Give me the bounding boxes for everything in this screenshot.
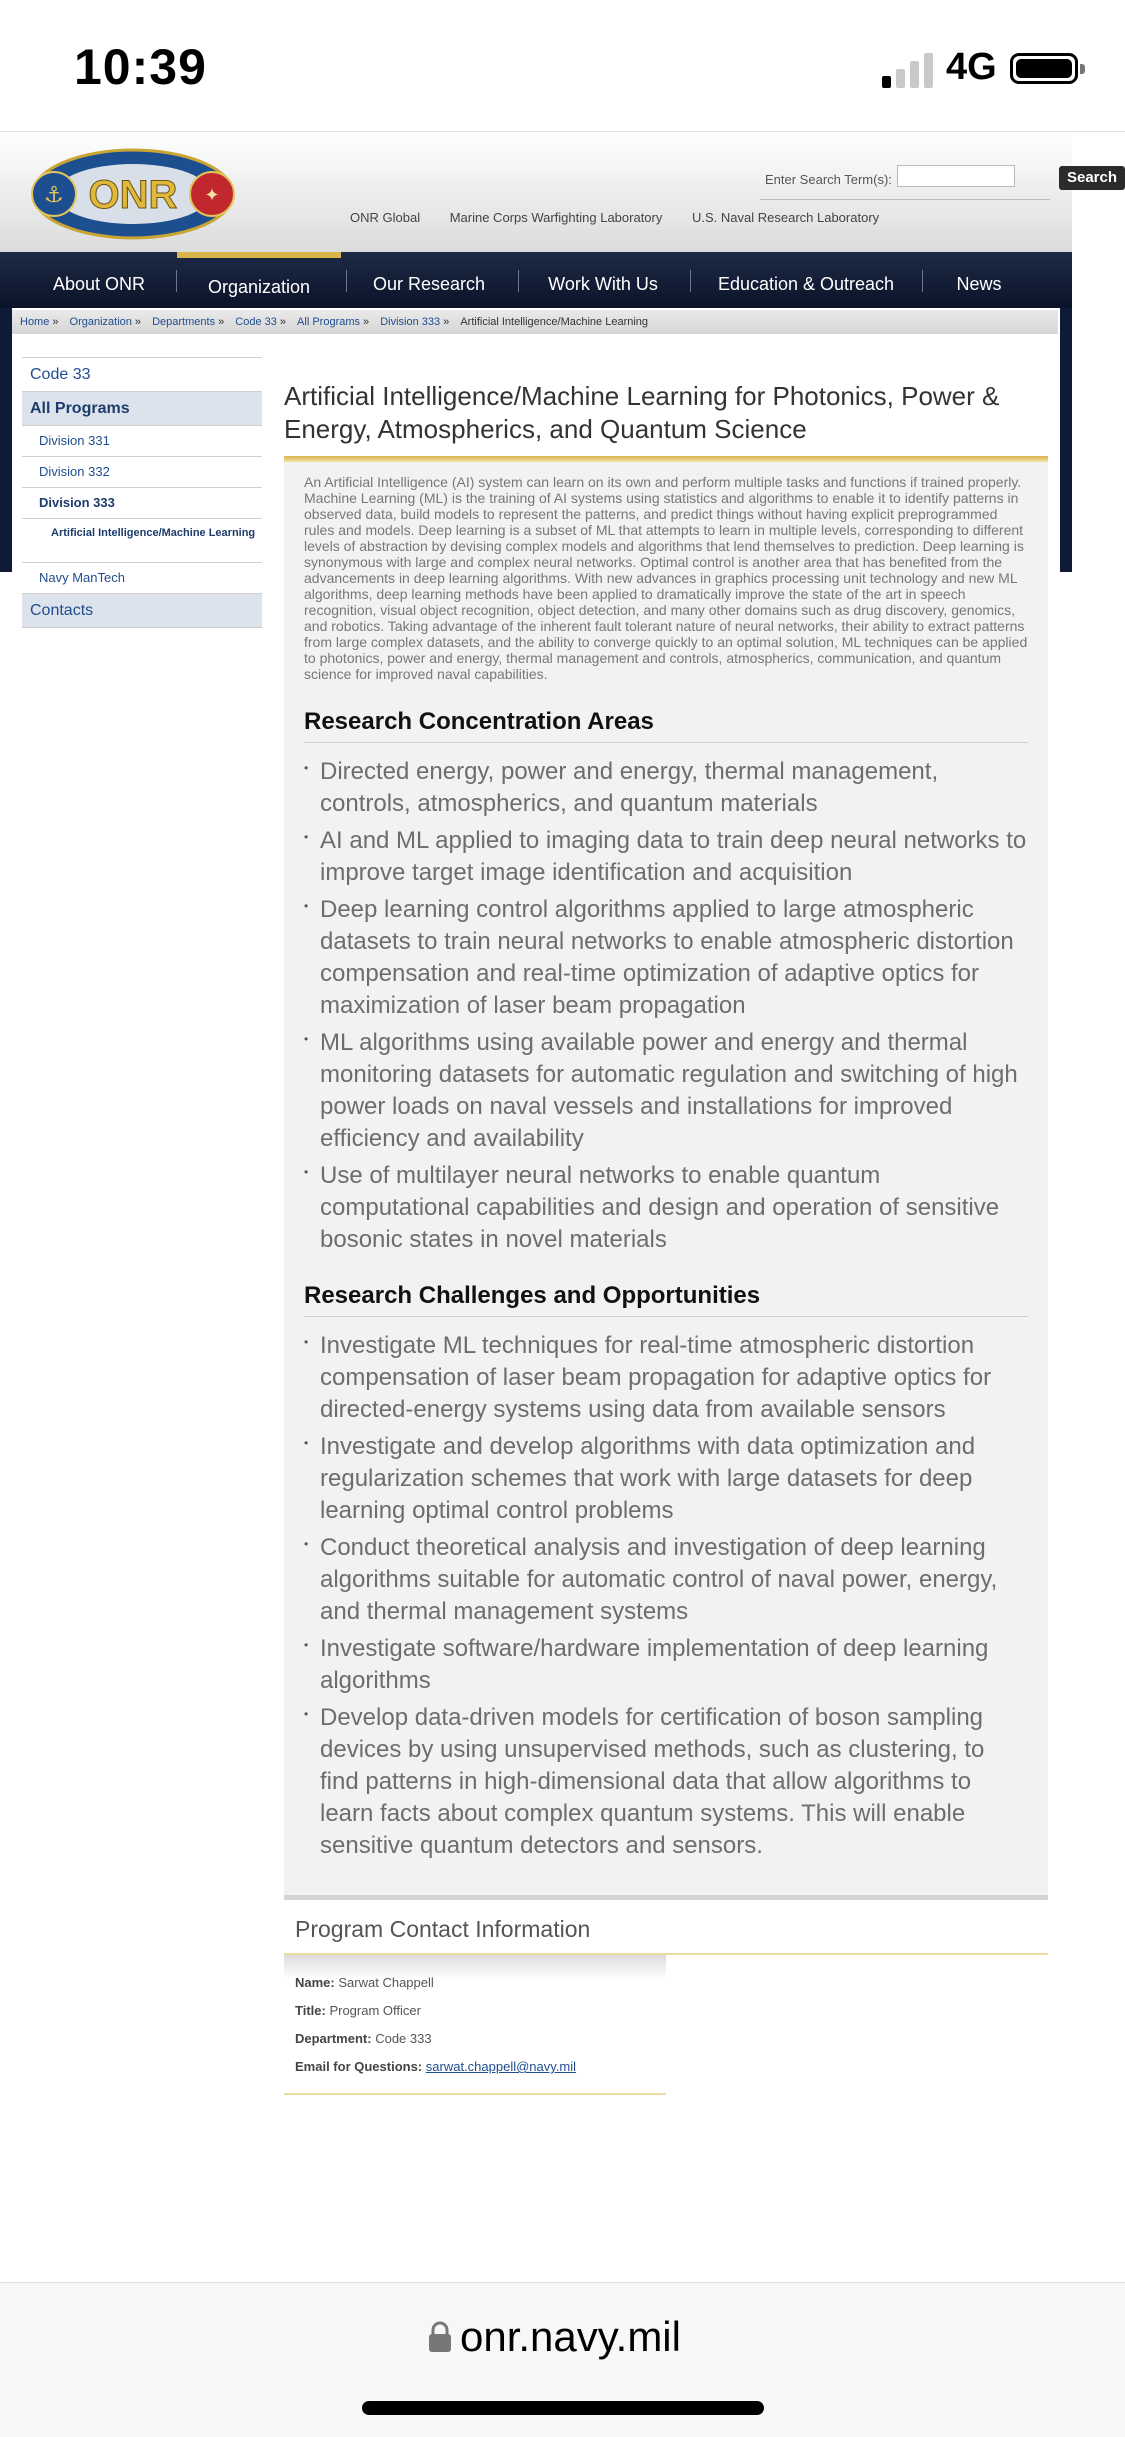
sidebar-item-navy-mantech[interactable]: Navy ManTech: [22, 562, 262, 593]
svg-text:ONR: ONR: [88, 173, 178, 217]
breadcrumb-organization[interactable]: Organization: [69, 316, 132, 328]
page-backdrop-right: [1060, 308, 1072, 572]
lock-icon: [428, 2321, 452, 2353]
sidebar: [22, 357, 262, 628]
list-item: • Deep learning control algorithms applied to large atmospheric datasets to train neural networks to enable atmospheric distortion compensation and real-time optimization of adaptive optics for maximization of laser beam propagation: [304, 894, 1028, 1022]
contact-section: [284, 1906, 1048, 2095]
sidebar-item-division-333[interactable]: Division 333: [22, 487, 262, 518]
breadcrumb-division-333[interactable]: Division 333: [380, 316, 441, 328]
nav-about-onr[interactable]: About ONR: [52, 274, 146, 294]
main-content: [284, 380, 1048, 2095]
battery-icon: [1010, 53, 1078, 84]
search-input[interactable]: [897, 165, 1015, 187]
nav-education-outreach[interactable]: Education & Outreach: [717, 274, 895, 294]
top-link-nrl[interactable]: U.S. Naval Research Laboratory: [692, 210, 880, 225]
site-header: [0, 132, 1118, 252]
main-nav: [0, 252, 1072, 308]
search-button[interactable]: Search: [1059, 166, 1125, 190]
network-type: 4G: [946, 46, 997, 88]
email-link[interactable]: sarwat.chappell@navy.mil: [425, 2059, 577, 2074]
sidebar-item-division-331[interactable]: Division 331: [22, 425, 262, 456]
list-item: • Use of multilayer neural networks to enable quantum computational capabilities and design and operation of sensitive bosonic states in novel materials: [304, 1160, 1028, 1256]
svg-text:✦: ✦: [204, 185, 220, 206]
browser-address-bar[interactable]: [0, 2282, 1125, 2437]
challenges-list: [304, 1330, 1028, 1862]
list-item: • Conduct theoretical analysis and investigation of deep learning algorithms suitable for automatic control of naval power, energy, and thermal management systems: [304, 1532, 1028, 1628]
intro-text: An Artificial Intelligence (AI) system can learn on its own and perform multiple tasks and functions if trained properly. Machine Learning (ML) is the training of AI systems using statistics and algorithms to enable it to identify patterns in observed data, build models to represent the patterns, and predict things without having explicit preprogrammed rules and models. Deep learning is a subset of ML that attempts to learn in multiple levels, corresponding to different levels of abstraction by devising complex models and algorithms that lend themselves to prediction. Deep learning is synonymous with large and complex neural networks. Optimal control is another area that has benefited from the advancements in deep learning algorithms. With new advances in graphics processing unit technology and new ML algorithms, deep learning methods have been applied to dramatically improve the state of the art in speech recognition, visual object recognition, object detection, and many other domains such as drug discovery, genomics, and robotics. Taking advantage of the inherent fault tolerant nature of neural networks, their ability to extract patterns from large complex datasets, and the ability to converge quickly to an optimal solution, ML techniques can be applied to photonics, power and energy, thermal management and controls, atmospherics, communication, and quantum science for improved naval capabilities.: [304, 474, 1028, 682]
list-item: • Directed energy, power and energy, thermal management, controls, atmospherics, and quantum materials: [304, 756, 1028, 820]
header-divider: [760, 199, 1050, 200]
list-item: • AI and ML applied to imaging data to train deep neural networks to improve target image identification and acquisition: [304, 825, 1028, 889]
nav-work-with-us[interactable]: Work With Us: [548, 274, 658, 294]
breadcrumb-departments[interactable]: Departments: [152, 316, 216, 328]
svg-text:⚓: ⚓: [44, 183, 64, 208]
sidebar-item-contacts[interactable]: Contacts: [22, 593, 262, 627]
breadcrumb-home[interactable]: Home: [20, 316, 50, 328]
concentration-heading: Research Concentration Areas: [304, 708, 1028, 743]
breadcrumb-all-programs[interactable]: All Programs: [297, 316, 361, 328]
contact-title: Title: Program Officer: [295, 2003, 421, 2018]
page-title: Artificial Intelligence/Machine Learning for Photonics, Power & Energy, Atmospherics, and Quantum Science: [284, 381, 1000, 444]
url-text[interactable]: onr.navy.mil: [460, 2313, 681, 2360]
contact-email: Email for Questions: sarwat.chappell@navy.mil: [295, 2059, 577, 2074]
sidebar-item-division-332[interactable]: Division 332: [22, 456, 262, 487]
list-item: • Investigate software/hardware implementation of deep learning algorithms: [304, 1633, 1028, 1697]
sidebar-item-ai-ml[interactable]: Artificial Intelligence/Machine Learning: [22, 518, 262, 562]
nav-our-research[interactable]: Our Research: [372, 274, 486, 294]
sidebar-divider: [22, 627, 262, 628]
status-bar: [0, 0, 1125, 132]
list-item: • ML algorithms using available power and energy and thermal monitoring datasets for automatic regulation and switching of high power loads on naval vessels and installations for improved efficiency and availability: [304, 1027, 1028, 1155]
top-links: [350, 210, 905, 225]
top-link-mcwl[interactable]: Marine Corps Warfighting Laboratory: [449, 210, 663, 225]
nav-organization[interactable]: Organization: [177, 252, 341, 308]
sidebar-item-code-33[interactable]: Code 33: [22, 357, 262, 391]
contact-card: [284, 1955, 666, 2095]
search-label: Enter Search Term(s):: [765, 172, 892, 187]
list-item: • Investigate ML techniques for real-time atmospheric distortion compensation of laser beam propagation for adaptive optics for directed-energy systems using data from available sensors: [304, 1330, 1028, 1426]
list-item: • Develop data-driven models for certification of boson sampling devices by using unsupervised methods, such as clustering, to find patterns in high-dimensional data that allow algorithms to learn facts about complex quantum systems. This will enable sensitive quantum detectors and sensors.: [304, 1702, 1028, 1862]
signal-strength-icon: [882, 52, 934, 88]
list-item: • Investigate and develop algorithms with data optimization and regularization schemes that work with large datasets for deep learning optimal control problems: [304, 1431, 1028, 1527]
onr-logo[interactable]: [30, 146, 236, 242]
home-indicator[interactable]: [362, 2401, 764, 2415]
breadcrumb-current: Artificial Intelligence/Machine Learning: [460, 316, 649, 328]
concentration-list: [304, 756, 1028, 1256]
clock: 10:39: [74, 39, 207, 95]
contact-name: Name: Sarwat Chappell: [295, 1975, 434, 1990]
breadcrumb: Home » Organization » Departments » Code 33 » All Programs » Division 333 » Artificial Intelligence/Machine Learning: [12, 310, 1058, 334]
breadcrumb-code-33[interactable]: Code 33: [235, 316, 277, 328]
program-panel: [284, 462, 1048, 1900]
page-backdrop-left: [0, 308, 12, 572]
sidebar-item-all-programs[interactable]: All Programs: [22, 391, 262, 425]
nav-news[interactable]: News: [956, 274, 1002, 294]
contact-heading: Program Contact Information: [284, 1906, 1048, 1955]
top-link-onr-global[interactable]: ONR Global: [350, 210, 421, 225]
challenges-heading: Research Challenges and Opportunities: [304, 1282, 1028, 1317]
contact-department: Department: Code 333: [295, 2031, 432, 2046]
